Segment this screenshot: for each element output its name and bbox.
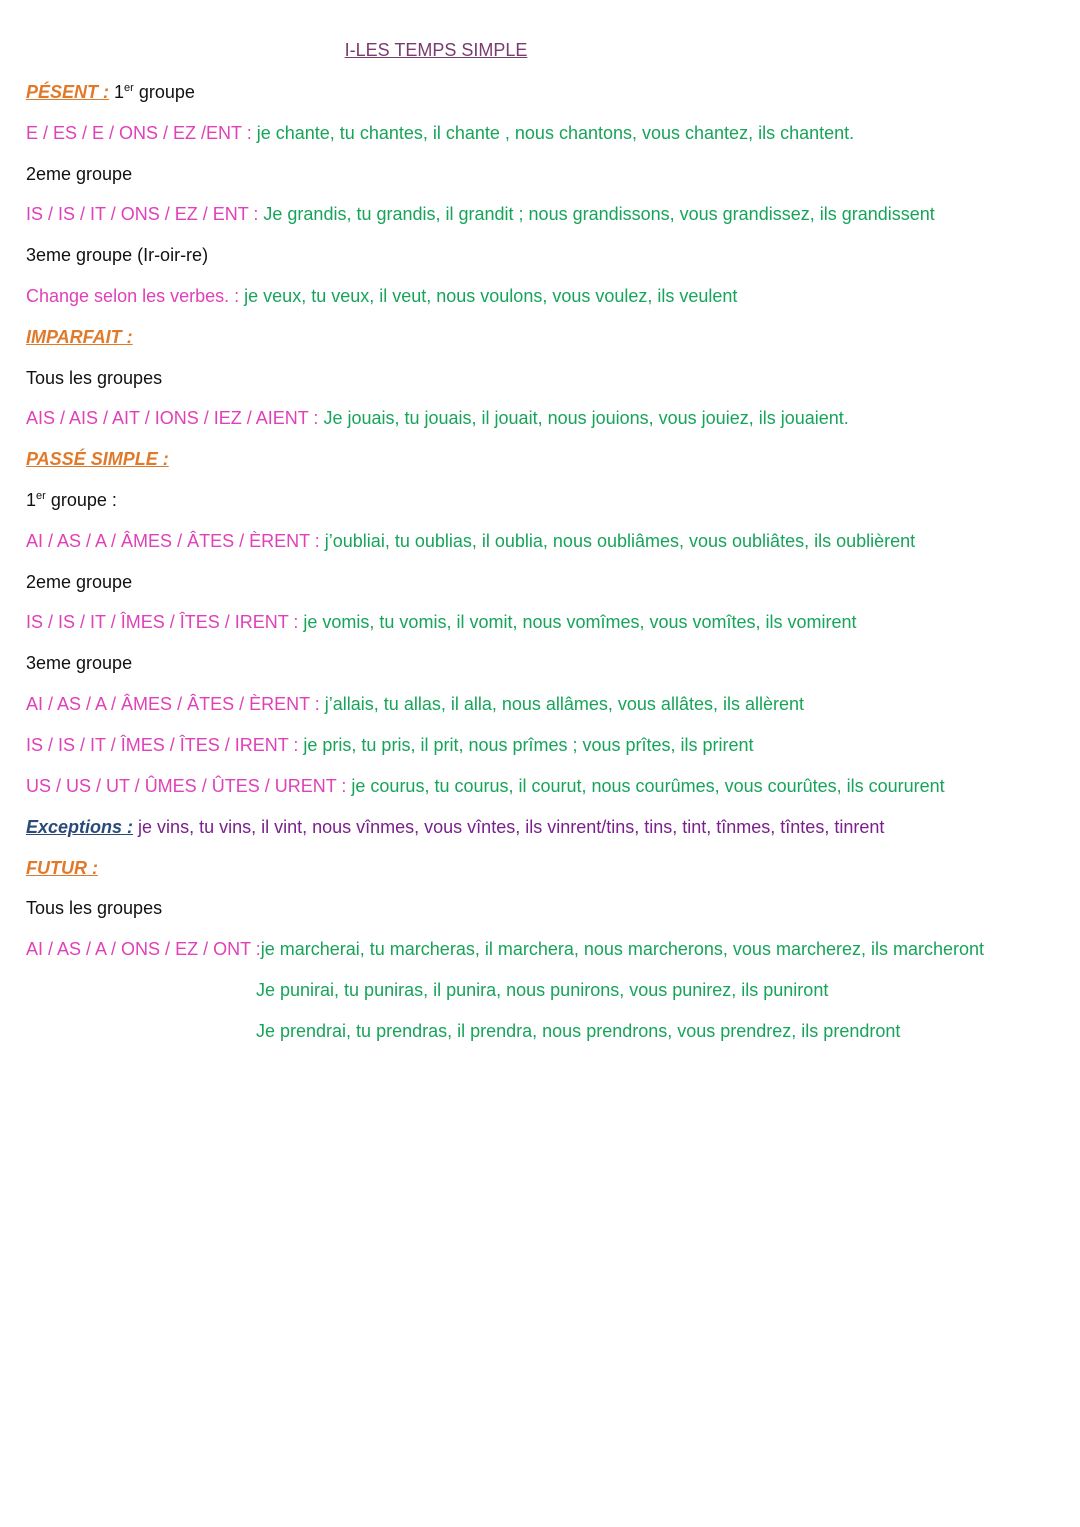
exceptions-text: je vins, tu vins, il vint, nous vînmes, vous vîntes, ils vinrent/tins, tins, tint, tînmes, tîntes, tinrent bbox=[138, 817, 885, 837]
present-group2-rule bbox=[26, 202, 935, 226]
present-g3-endings: Change selon les verbes. : bbox=[26, 286, 240, 306]
present-group3-rule bbox=[26, 284, 737, 308]
imparfait-endings: AIS / AIS / AIT / IONS / IEZ / AIENT : bbox=[26, 408, 319, 428]
passe-simple-group3-label: 3eme groupe bbox=[26, 653, 133, 673]
passe-simple-g1-endings: AI / AS / A / ÂMES / ÂTES / ÈRENT : bbox=[26, 531, 320, 551]
passe-simple-heading: PASSÉ SIMPLE : bbox=[26, 449, 169, 469]
imparfait-heading: IMPARFAIT : bbox=[26, 327, 133, 347]
passe-simple-g3a-example: j’allais, tu allas, il alla, nous allâmes, vous allâtes, ils allèrent bbox=[324, 694, 805, 714]
passe-simple-g3c-endings: US / US / UT / ÛMES / ÛTES / URENT : bbox=[26, 776, 347, 796]
futur-heading-line bbox=[26, 856, 98, 880]
present-g1-endings: E / ES / E / ONS / EZ /ENT : bbox=[26, 123, 252, 143]
passe-simple-g3a-endings: AI / AS / A / ÂMES / ÂTES / ÈRENT : bbox=[26, 694, 320, 714]
futur-example-3: Je prendrai, tu prendras, il prendra, nous prendrons, vous prendrez, ils prendront bbox=[256, 1021, 901, 1041]
passe-simple-group2-rule bbox=[26, 610, 857, 634]
futur-groups-label: Tous les groupes bbox=[26, 898, 163, 918]
imparfait-heading-line bbox=[26, 325, 133, 349]
passe-simple-exceptions bbox=[26, 815, 884, 839]
present-g2-endings: IS / IS / IT / ONS / EZ / ENT : bbox=[26, 204, 259, 224]
exceptions-label: Exceptions : bbox=[26, 817, 134, 837]
passe-simple-g1-example: j’oubliai, tu oublias, il oublia, nous oubliâmes, vous oubliâtes, ils oublièrent bbox=[324, 531, 916, 551]
present-g3-example: je veux, tu veux, il veut, nous voulons, vous voulez, ils veulent bbox=[244, 286, 738, 306]
passe-simple-g3c-example: je courus, tu courus, il courut, nous courûmes, vous courûtes, ils coururent bbox=[351, 776, 945, 796]
present-heading: PÉSENT : bbox=[26, 82, 110, 102]
passe-simple-group1-rule bbox=[26, 529, 915, 553]
imparfait-rule bbox=[26, 406, 849, 430]
futur-rule bbox=[26, 937, 984, 961]
passe-simple-group2-label: 2eme groupe bbox=[26, 572, 133, 592]
passe-simple-group3a-rule bbox=[26, 692, 804, 716]
futur-endings: AI / AS / A / ONS / EZ / ONT : bbox=[26, 939, 261, 959]
futur-example-2: Je punirai, tu puniras, il punira, nous punirons, vous punirez, ils puniront bbox=[256, 980, 829, 1000]
passe-simple-group3c-rule bbox=[26, 774, 945, 798]
present-heading-line bbox=[26, 80, 195, 104]
passe-simple-group1-label: 1er groupe : bbox=[26, 490, 117, 510]
passe-simple-g3b-endings: IS / IS / IT / ÎMES / ÎTES / IRENT : bbox=[26, 735, 299, 755]
present-group1-rule bbox=[26, 121, 854, 145]
imparfait-groups-label: Tous les groupes bbox=[26, 368, 163, 388]
passe-simple-g3b-example: je pris, tu pris, il prit, nous prîmes ; vous prîtes, ils prirent bbox=[303, 735, 754, 755]
imparfait-example: Je jouais, tu jouais, il jouait, nous jouions, vous jouiez, ils jouaient. bbox=[323, 408, 849, 428]
present-g1-example: je chante, tu chantes, il chante , nous chantons, vous chantez, ils chantent. bbox=[256, 123, 855, 143]
present-group1-label: 1er groupe bbox=[114, 82, 195, 102]
passe-simple-g2-example: je vomis, tu vomis, il vomit, nous vomîmes, vous vomîtes, ils vomirent bbox=[303, 612, 857, 632]
futur-example-1: je marcherai, tu marcheras, il marchera, nous marcherons, vous marcherez, ils marcheront bbox=[260, 939, 985, 959]
passe-simple-group3b-rule bbox=[26, 733, 754, 757]
page-title: I-LES TEMPS SIMPLE bbox=[344, 40, 528, 60]
present-group3-label: 3eme groupe (Ir-oir-re) bbox=[26, 245, 209, 265]
futur-heading: FUTUR : bbox=[26, 858, 98, 878]
passe-simple-heading-line bbox=[26, 447, 169, 471]
present-group2-label: 2eme groupe bbox=[26, 164, 133, 184]
present-g2-example: Je grandis, tu grandis, il grandit ; nous grandissons, vous grandissez, ils grandissent bbox=[263, 204, 935, 224]
passe-simple-g2-endings: IS / IS / IT / ÎMES / ÎTES / IRENT : bbox=[26, 612, 299, 632]
